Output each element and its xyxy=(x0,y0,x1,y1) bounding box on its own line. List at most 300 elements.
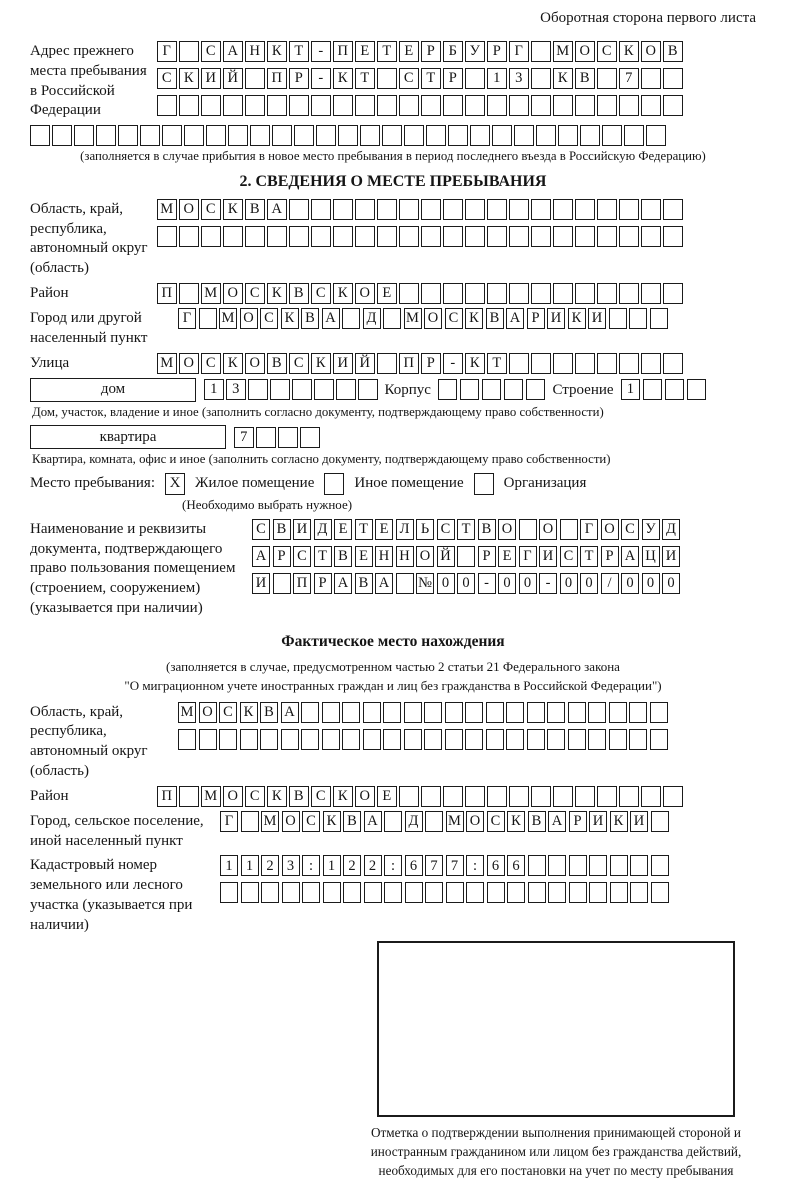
char-box xyxy=(343,882,361,903)
char-box: К xyxy=(619,41,639,62)
char-row xyxy=(178,729,668,750)
char-box xyxy=(619,353,639,374)
char-box xyxy=(509,199,529,220)
char-box xyxy=(646,125,666,146)
char-box: А xyxy=(281,702,299,723)
char-box xyxy=(487,226,507,247)
char-box xyxy=(201,95,221,116)
char-box: О xyxy=(466,811,484,832)
char-box xyxy=(399,95,419,116)
char-box xyxy=(568,729,586,750)
char-box: А xyxy=(621,546,639,567)
char-box: С xyxy=(289,353,309,374)
char-box: В xyxy=(355,573,373,594)
char-box xyxy=(358,379,378,400)
char-box: Е xyxy=(377,786,397,807)
char-row xyxy=(157,68,683,89)
char-box xyxy=(281,729,299,750)
confirmation-stamp-box xyxy=(377,941,735,1117)
char-box: Р xyxy=(443,68,463,89)
char-box xyxy=(421,786,441,807)
char-box xyxy=(629,308,647,329)
char-box xyxy=(629,702,647,723)
char-box: П xyxy=(267,68,287,89)
char-box: О xyxy=(240,308,258,329)
char-box xyxy=(641,353,661,374)
apartment-caption: Квартира, комната, офис и иное (заполнить согласно документу, подтверждающему право собственности) xyxy=(32,452,611,467)
char-box xyxy=(531,283,551,304)
char-box xyxy=(355,95,375,116)
char-box xyxy=(201,226,221,247)
char-box xyxy=(663,353,683,374)
char-box: 1 xyxy=(204,379,224,400)
char-box: 0 xyxy=(662,573,680,594)
char-box: П xyxy=(157,283,177,304)
char-box xyxy=(482,379,502,400)
char-box xyxy=(619,283,639,304)
char-box xyxy=(316,125,336,146)
char-box: К xyxy=(553,68,573,89)
option-residential-label: Жилое помещение xyxy=(195,475,315,492)
field-title-document xyxy=(30,519,756,619)
char-box: Г xyxy=(519,546,537,567)
char-box: Р xyxy=(478,546,496,567)
char-box xyxy=(466,882,484,903)
char-box: А xyxy=(334,573,352,594)
char-box xyxy=(575,353,595,374)
char-box: Г xyxy=(220,811,238,832)
char-box: Е xyxy=(498,546,516,567)
char-row xyxy=(220,882,669,903)
confirmation-stamp-area xyxy=(356,941,756,1180)
char-box: : xyxy=(384,855,402,876)
char-box xyxy=(302,882,320,903)
char-box: 0 xyxy=(457,573,475,594)
char-box xyxy=(399,199,419,220)
char-box xyxy=(531,353,551,374)
char-box: К xyxy=(267,786,287,807)
char-box xyxy=(289,199,309,220)
char-box xyxy=(405,882,423,903)
char-box xyxy=(206,125,226,146)
char-box: : xyxy=(466,855,484,876)
char-box xyxy=(597,68,617,89)
char-box xyxy=(610,855,628,876)
char-box xyxy=(179,283,199,304)
char-box xyxy=(445,729,463,750)
char-box: Р xyxy=(527,308,545,329)
char-box xyxy=(624,125,644,146)
char-box xyxy=(267,226,287,247)
char-box: К xyxy=(323,811,341,832)
char-box xyxy=(531,68,551,89)
page-side-note: Оборотная сторона первого листа xyxy=(540,10,756,26)
char-box xyxy=(609,308,627,329)
char-box: М xyxy=(219,308,237,329)
char-box xyxy=(569,855,587,876)
char-box: И xyxy=(547,308,565,329)
char-box xyxy=(294,125,314,146)
char-box xyxy=(399,226,419,247)
char-box xyxy=(250,125,270,146)
char-box: С xyxy=(560,546,578,567)
char-box xyxy=(421,95,441,116)
char-box xyxy=(52,125,72,146)
char-box xyxy=(553,199,573,220)
char-box: Д xyxy=(662,519,680,540)
field-street xyxy=(30,353,756,374)
char-box xyxy=(421,283,441,304)
char-box xyxy=(575,95,595,116)
char-box xyxy=(588,729,606,750)
char-box xyxy=(547,702,565,723)
char-box: Т xyxy=(355,519,373,540)
char-box xyxy=(506,729,524,750)
char-box xyxy=(531,786,551,807)
char-box xyxy=(443,199,463,220)
char-box xyxy=(509,226,529,247)
confirmation-stamp-caption: Отметка о подтверждении выполнения принимающей стороной и иностранным гражданином или лицом без гражданства действий, необходимых для его постановки на учет по месту пребывания xyxy=(370,1125,742,1178)
char-box xyxy=(322,729,340,750)
char-box xyxy=(650,729,668,750)
char-grid-title-document xyxy=(252,519,680,594)
char-box xyxy=(443,226,463,247)
char-box: Ь xyxy=(416,519,434,540)
char-box xyxy=(377,226,397,247)
char-box: О xyxy=(245,353,265,374)
char-box: 2 xyxy=(261,855,279,876)
char-box: А xyxy=(252,546,270,567)
char-box: 0 xyxy=(621,573,639,594)
char-box: В xyxy=(273,519,291,540)
korpus-label: Корпус xyxy=(384,381,431,398)
char-box xyxy=(663,226,683,247)
char-box: - xyxy=(311,41,331,62)
char-box: М xyxy=(201,786,221,807)
char-box: Т xyxy=(421,68,441,89)
char-box xyxy=(641,68,661,89)
field-region xyxy=(30,199,756,279)
char-box: Р xyxy=(314,573,332,594)
char-box: Т xyxy=(457,519,475,540)
char-box xyxy=(96,125,116,146)
stay-place-label: Место пребывания: xyxy=(30,475,155,492)
char-box: К xyxy=(568,308,586,329)
field-district xyxy=(30,283,756,304)
char-box xyxy=(443,95,463,116)
char-box xyxy=(547,729,565,750)
char-box xyxy=(289,95,309,116)
char-box xyxy=(425,882,443,903)
char-box: Т xyxy=(377,41,397,62)
char-box: Е xyxy=(334,519,352,540)
char-box: Р xyxy=(289,68,309,89)
char-box: Р xyxy=(421,41,441,62)
char-box: М xyxy=(261,811,279,832)
char-box xyxy=(270,379,290,400)
char-box: А xyxy=(322,308,340,329)
char-box: 3 xyxy=(509,68,529,89)
stroenie-label: Строение xyxy=(552,381,614,398)
char-box: В xyxy=(478,519,496,540)
char-box: Н xyxy=(375,546,393,567)
char-box xyxy=(443,786,463,807)
char-box: И xyxy=(662,546,680,567)
char-box xyxy=(273,573,291,594)
char-box: С xyxy=(311,786,331,807)
field-label: Область, край, республика, автономный округ (область) xyxy=(30,200,148,277)
char-box: П xyxy=(157,786,177,807)
char-box xyxy=(199,308,217,329)
char-box xyxy=(314,379,334,400)
char-box xyxy=(507,882,525,903)
char-box xyxy=(597,353,617,374)
actual-location-caption-line2: "О миграционном учете иностранных граждан и лиц без гражданства в Российской Федерации") xyxy=(124,677,662,693)
char-box: 1 xyxy=(323,855,341,876)
char-box xyxy=(396,573,414,594)
char-box: А xyxy=(375,573,393,594)
char-box xyxy=(438,379,458,400)
char-box xyxy=(641,226,661,247)
char-box: К xyxy=(223,199,243,220)
char-box: О xyxy=(355,786,375,807)
char-box xyxy=(364,882,382,903)
char-box: И xyxy=(630,811,648,832)
house-caption: Дом, участок, владение и иное (заполнить согласно документу, подтверждающему право собственности) xyxy=(32,404,604,419)
char-box xyxy=(629,729,647,750)
char-box: С xyxy=(245,786,265,807)
char-box xyxy=(619,226,639,247)
char-box: С xyxy=(445,308,463,329)
char-box xyxy=(425,811,443,832)
char-row-previous-address-overflow xyxy=(30,125,756,146)
char-box xyxy=(184,125,204,146)
char-box xyxy=(663,786,683,807)
char-box: : xyxy=(302,855,320,876)
char-box xyxy=(531,41,551,62)
char-box xyxy=(399,786,419,807)
char-box xyxy=(527,702,545,723)
actual-location-title: Фактическое место нахождения xyxy=(281,632,505,650)
option-other-premises-label: Иное помещение xyxy=(354,475,464,492)
char-box: П xyxy=(399,353,419,374)
char-box: 1 xyxy=(487,68,507,89)
char-box: М xyxy=(404,308,422,329)
char-box xyxy=(421,226,441,247)
field-label: Город, сельское поселение, иной населенный пункт xyxy=(30,812,204,849)
char-box xyxy=(643,379,663,400)
char-box xyxy=(311,199,331,220)
char-box: 7 xyxy=(446,855,464,876)
char-row xyxy=(252,519,680,540)
char-box: Н xyxy=(396,546,414,567)
char-box: / xyxy=(601,573,619,594)
actual-location-caption xyxy=(30,658,756,696)
char-box xyxy=(650,308,668,329)
apartment-type-box: квартира xyxy=(30,425,226,449)
char-box xyxy=(641,786,661,807)
previous-address-caption: (заполняется в случае прибытия в новое место пребывания в период последнего въезда в Российскую Федерацию) xyxy=(80,149,706,164)
char-box xyxy=(553,786,573,807)
char-box xyxy=(602,125,622,146)
char-row xyxy=(157,199,683,220)
char-box: П xyxy=(293,573,311,594)
char-box xyxy=(140,125,160,146)
char-box xyxy=(575,283,595,304)
char-box: В xyxy=(486,308,504,329)
char-box xyxy=(301,729,319,750)
char-box: О xyxy=(179,353,199,374)
char-box: О xyxy=(424,308,442,329)
char-box xyxy=(179,95,199,116)
char-box xyxy=(248,379,268,400)
char-box xyxy=(336,379,356,400)
char-box xyxy=(424,702,442,723)
char-box xyxy=(486,729,504,750)
char-box xyxy=(178,729,196,750)
char-box xyxy=(506,702,524,723)
char-box: 7 xyxy=(619,68,639,89)
char-box: И xyxy=(252,573,270,594)
char-box: К xyxy=(311,353,331,374)
char-box xyxy=(443,283,463,304)
char-box xyxy=(597,283,617,304)
char-box: С xyxy=(437,519,455,540)
char-box xyxy=(528,855,546,876)
char-box: Д xyxy=(314,519,332,540)
char-box xyxy=(536,125,556,146)
char-box: А xyxy=(267,199,287,220)
char-grid-actual-region xyxy=(178,702,668,750)
char-box: 2 xyxy=(343,855,361,876)
char-box xyxy=(487,882,505,903)
char-box xyxy=(663,283,683,304)
char-box xyxy=(377,199,397,220)
option-organization-label: Организация xyxy=(503,475,587,492)
char-box xyxy=(597,199,617,220)
char-box xyxy=(421,199,441,220)
char-box xyxy=(526,379,546,400)
field-label: Район xyxy=(30,787,69,804)
char-box: Б xyxy=(443,41,463,62)
char-box: 0 xyxy=(580,573,598,594)
char-box xyxy=(74,125,94,146)
char-box xyxy=(619,786,639,807)
char-box xyxy=(445,702,463,723)
char-row xyxy=(157,226,683,247)
char-box: Г xyxy=(509,41,529,62)
char-box: В xyxy=(267,353,287,374)
char-box xyxy=(383,308,401,329)
char-box xyxy=(487,283,507,304)
char-box xyxy=(333,199,353,220)
char-box: - xyxy=(478,573,496,594)
char-box: И xyxy=(293,519,311,540)
char-box: О xyxy=(223,283,243,304)
char-box xyxy=(492,125,512,146)
field-label: Кадастровый номер земельного или лесного участка (указывается при наличии) xyxy=(30,857,193,933)
char-box xyxy=(465,702,483,723)
char-box: К xyxy=(465,308,483,329)
char-box: В xyxy=(343,811,361,832)
char-box: Ц xyxy=(642,546,660,567)
char-box xyxy=(589,855,607,876)
char-box xyxy=(487,786,507,807)
char-box xyxy=(220,882,238,903)
char-box: К xyxy=(223,353,243,374)
char-box: В xyxy=(245,199,265,220)
char-box xyxy=(553,226,573,247)
char-box xyxy=(465,199,485,220)
char-box xyxy=(597,95,617,116)
char-box: В xyxy=(289,786,309,807)
char-box xyxy=(241,882,259,903)
char-box xyxy=(404,702,422,723)
char-box xyxy=(383,729,401,750)
char-row xyxy=(157,353,683,374)
char-box xyxy=(558,125,578,146)
char-box xyxy=(465,226,485,247)
field-actual-district xyxy=(30,786,756,807)
char-box xyxy=(219,729,237,750)
char-box: Т xyxy=(314,546,332,567)
char-row xyxy=(157,41,683,62)
char-row-apartment-number xyxy=(234,427,320,448)
char-box xyxy=(553,283,573,304)
char-box xyxy=(589,882,607,903)
char-box: С xyxy=(252,519,270,540)
char-box: Р xyxy=(421,353,441,374)
char-box xyxy=(619,95,639,116)
char-box xyxy=(509,283,529,304)
char-box xyxy=(383,702,401,723)
char-box: 0 xyxy=(560,573,578,594)
char-grid-region xyxy=(157,199,683,247)
char-box xyxy=(384,882,402,903)
char-box: М xyxy=(178,702,196,723)
char-box: О xyxy=(641,41,661,62)
char-box xyxy=(179,41,199,62)
stay-place-note: (Необходимо выбрать нужное) xyxy=(182,496,353,512)
char-box xyxy=(641,283,661,304)
char-box: К xyxy=(465,353,485,374)
char-box xyxy=(575,226,595,247)
char-box xyxy=(641,95,661,116)
char-box: С xyxy=(201,353,221,374)
char-box: К xyxy=(240,702,258,723)
char-box: С xyxy=(399,68,419,89)
char-box xyxy=(553,95,573,116)
field-actual-city xyxy=(30,811,756,852)
char-box xyxy=(457,546,475,567)
char-box xyxy=(300,427,320,448)
char-box: М xyxy=(157,199,177,220)
char-box xyxy=(630,855,648,876)
char-box xyxy=(360,125,380,146)
char-box xyxy=(575,199,595,220)
char-box: Е xyxy=(399,41,419,62)
char-box xyxy=(486,702,504,723)
char-box xyxy=(256,427,276,448)
char-box xyxy=(245,95,265,116)
char-box: 6 xyxy=(487,855,505,876)
char-box xyxy=(333,95,353,116)
char-box: О xyxy=(575,41,595,62)
char-box: 6 xyxy=(405,855,423,876)
char-box xyxy=(610,882,628,903)
char-box: Е xyxy=(377,283,397,304)
char-box xyxy=(651,811,669,832)
